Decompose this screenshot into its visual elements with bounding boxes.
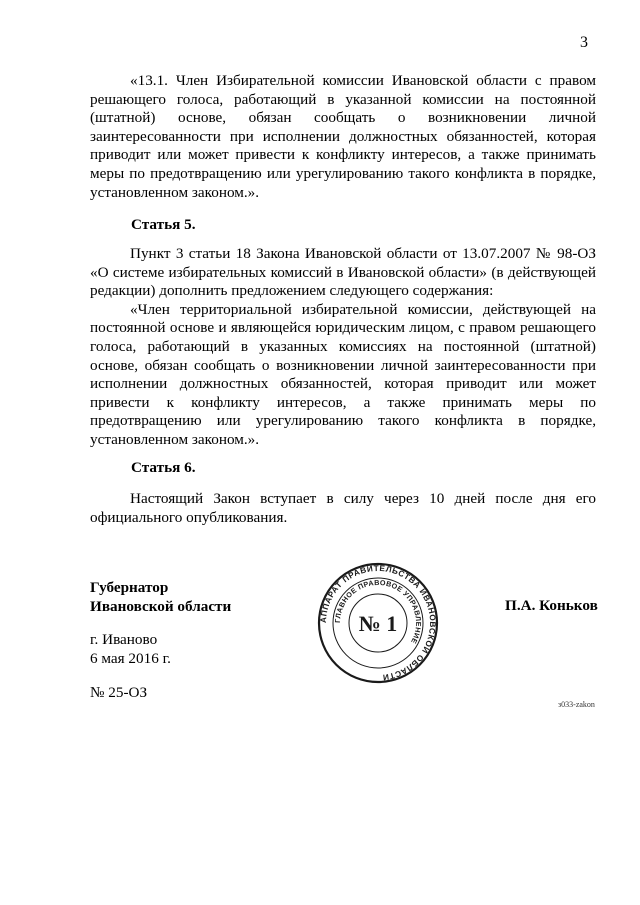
article-5-block	[90, 245, 596, 450]
article-6-block	[90, 490, 596, 527]
page-number: 3	[580, 34, 588, 51]
article-13-1-text: «13.1. Член Избирательной комиссии Ивановской области с правом решающего голоса, работающий в указанной комиссии на постоянной (штатной) основе, обязан сообщать о возникновении личной заинтересованности при исполнении должностных обязанностей, которая приводит или может привести к конфликту интересов, а также принимать меры по предотвращению или урегулированию такого конфликта в порядке, установленном законом.».	[90, 72, 596, 201]
place: г. Иваново	[90, 631, 158, 648]
signature-title-line2: Ивановской области	[90, 598, 232, 615]
signatory-name: П.А. Коньков	[505, 597, 598, 614]
article-13-1-block	[90, 72, 596, 202]
seal-stamp	[317, 562, 439, 684]
seal-outer-text: АППАРАТ ПРАВИТЕЛЬСТВА ИВАНОВСКОЙ ОБЛАСТИ	[318, 563, 438, 682]
article-5-quote: «Член территориальной избирательной комиссии, действующей на постоянной основе и являющейся юридическим лицом, с правом решающего голоса, работающий в указанных комиссиях на постоянной (штатной) основе, обязан сообщать о возникновении личной заинтересованности при исполнении должностных обязанностей, которая приводит или может привести к конфликту интересов, а также принимать меры по предотвращению или урегулированию такого конфликта в порядке, установленном законом.».	[90, 300, 596, 448]
place-date	[90, 630, 171, 668]
article-6-text: Настоящий Закон вступает в силу через 10 дней после дня его официального опубликования.	[90, 490, 596, 526]
law-number: № 25-ОЗ	[90, 684, 148, 701]
seal-number: № 1	[358, 611, 398, 636]
article-6-heading: Статья 6.	[131, 459, 196, 476]
article-5-intro: Пункт 3 статьи 18 Закона Ивановской области от 13.07.2007 № 98-ОЗ «О системе избирательных комиссий в Ивановской области» (в действующей редакции) дополнить предложением следующего содержания:	[90, 245, 596, 300]
date: 6 мая 2016 г.	[90, 650, 171, 667]
article-5-heading: Статья 5.	[131, 216, 196, 233]
document-reference: з033-zakon	[558, 700, 595, 709]
signature-title-line1: Губернатор	[90, 579, 169, 596]
seal-inner-text: ГЛАВНОЕ ПРАВОВОЕ УПРАВЛЕНИЕ	[332, 577, 424, 646]
